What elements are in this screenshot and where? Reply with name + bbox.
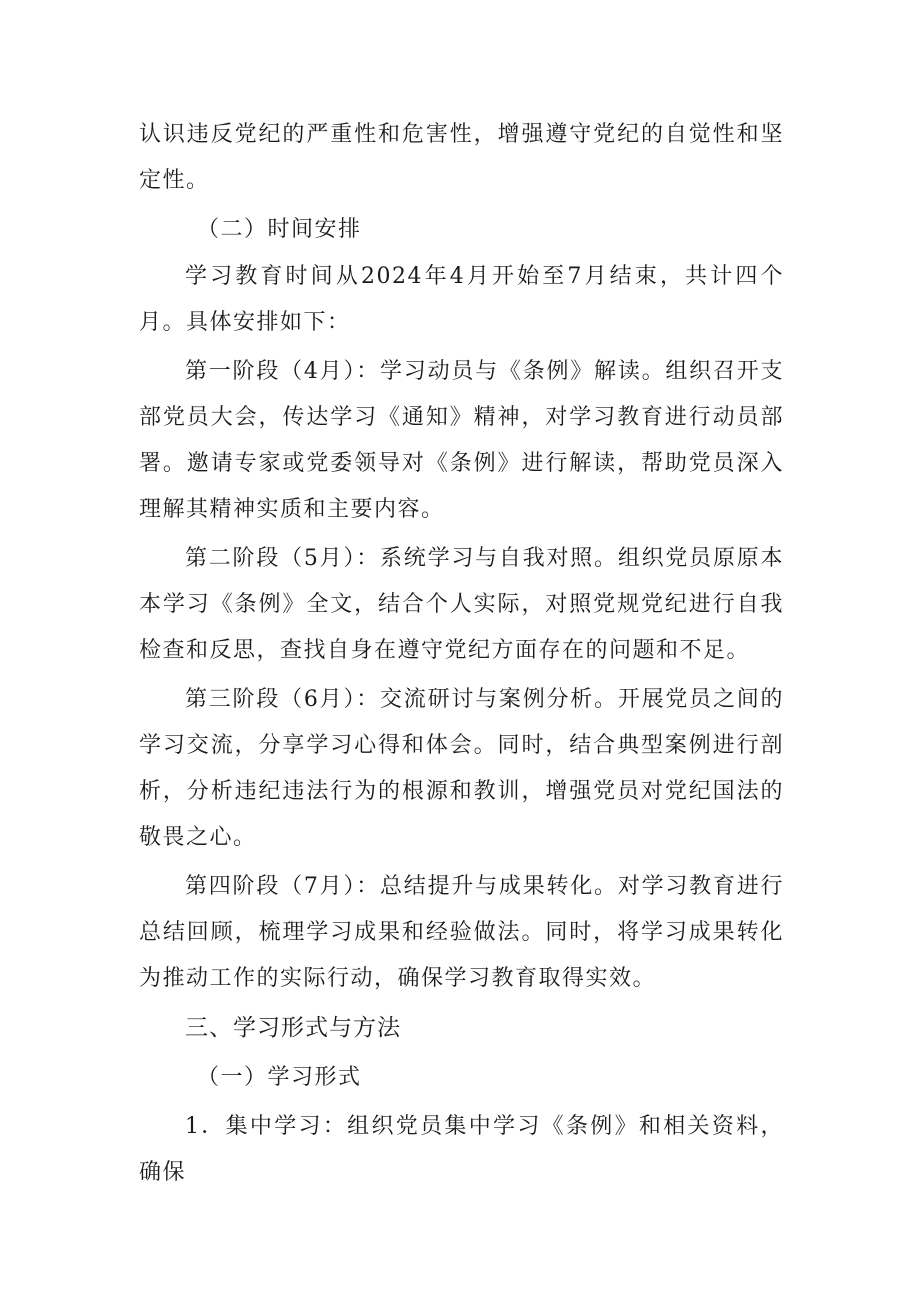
paragraph-stage-two: 第二阶段（5月）：系统学习与自我对照。组织党员原原本本学习《条例》全文，结合个人实际，对照党规党纪进行自我检查和反思，查找自身在遵守党纪方面存在的问题和不足。 [139,546,784,663]
paragraph-centralized-study: 1．集中学习：组织党员集中学习《条例》和相关资料，确保 [139,1114,784,1185]
document-body [139,112,784,1199]
paragraph-continuation: 认识违反党纪的严重性和危害性，增强遵守党纪的自觉性和坚定性。 [139,122,784,193]
section-heading-study-forms: 三、学习形式与方法 [185,1015,401,1041]
paragraph-schedule-intro: 学习教育时间从2024年4月开始至7月结束，共计四个月。具体安排如下： [139,264,784,335]
subheading-time-schedule: （二）时间安排 [197,217,362,242]
paragraph-stage-four: 第四阶段（7月）：总结提升与成果转化。对学习教育进行总结回顾，梳理学习成果和经验做法。同时，将学习成果转化为推动工作的实际行动，确保学习教育取得实效。 [139,874,784,991]
paragraph-stage-one: 第一阶段（4月）：学习动员与《条例》解读。组织召开支部党员大会，传达学习《通知》精神，对学习教育进行动员部署。邀请专家或党委领导对《条例》进行解读，帮助党员深入理解其精神实质和主要内容。 [139,359,784,522]
paragraph-stage-three: 第三阶段（6月）：交流研讨与案例分析。开展党员之间的学习交流，分享学习心得和体会。同时，结合典型案例进行剖析，分析违纪违法行为的根源和教训，增强党员对党纪国法的敬畏之心。 [139,687,784,850]
subheading-study-forms: （一）学习形式 [197,1065,362,1090]
